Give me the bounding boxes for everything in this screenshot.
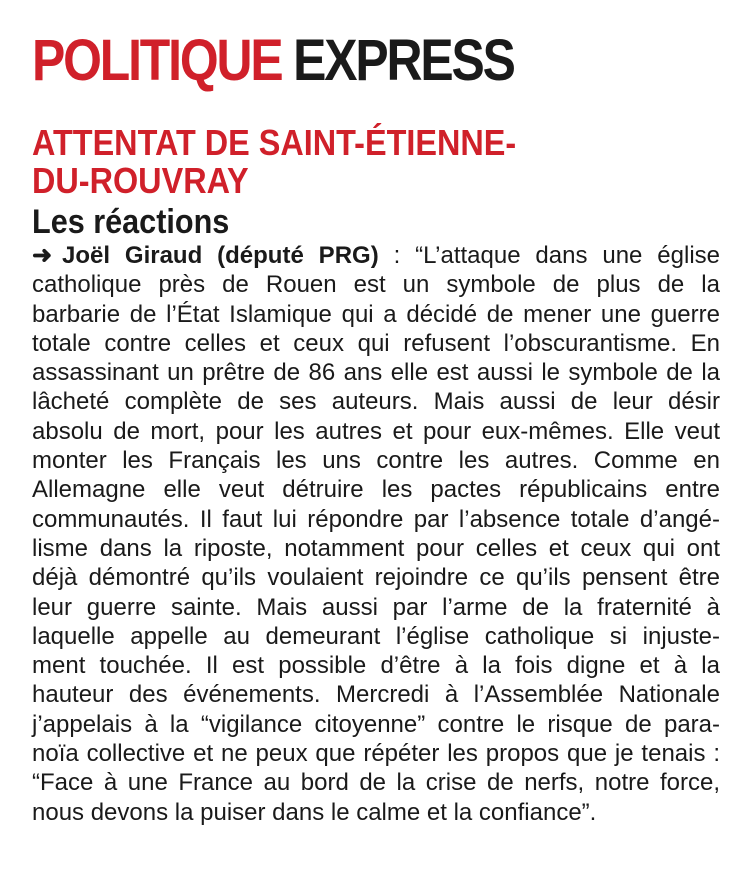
section-masthead [32, 26, 514, 96]
article-body [32, 241, 720, 827]
body-line: “Face à une France au bord de la crise de nerfs, notre force, [32, 769, 720, 797]
masthead-word-politique: POLITIQUE [32, 28, 282, 93]
body-line: totale contre celles et ceux qui refusent l’obscurantisme. En [32, 329, 720, 357]
body-line: hauteur des événements. Mercredi à l’Assemblée Nationale [32, 681, 720, 709]
body-line: laquelle appelle au demeurant l’église catholique si injuste- [32, 622, 720, 650]
body-line: Allemagne elle veut détruire les pactes républicains entre [32, 476, 720, 504]
body-line: noïa collective et ne peux que répéter les propos que je tenais : [32, 740, 720, 768]
article-kicker [32, 124, 608, 200]
arrow-right-icon: ➜ [32, 242, 53, 269]
body-line: assassinant un prêtre de 86 ans elle est aussi le symbole de la [32, 359, 720, 387]
masthead-word-express: EXPRESS [293, 28, 514, 93]
body-line: absolu de mort, pour les autres et pour eux-mêmes. Elle veut [32, 417, 720, 445]
speaker-separator: : [378, 242, 416, 269]
kicker-line-2: DU-ROUVRAY [32, 160, 249, 201]
body-line: lisme dans la riposte, notamment pour celles et ceux qui ont [32, 534, 720, 562]
body-line: barbarie de l’État Islamique qui a décidé de mener une guerre [32, 300, 720, 328]
body-line: déjà démontré qu’ils voulaient rejoindre ce qu’ils pensent être [32, 564, 720, 592]
body-line-1 [32, 241, 720, 270]
body-line: catholique près de Rouen est un symbole de plus de la [32, 271, 720, 299]
quote-text: “L’attaque dans une église [415, 242, 720, 269]
body-line: leur guerre sainte. Mais aussi par l’arme de la fraternité à [32, 593, 720, 621]
body-line: j’appelais à la “vigilance citoyenne” contre le risque de para- [32, 710, 720, 738]
speaker-name: Joël Giraud (député PRG) [62, 242, 379, 269]
body-line: ment touchée. Il est possible d’être à la fois digne et à la [32, 652, 720, 680]
body-line: lâcheté complète de ses auteurs. Mais aussi de leur désir [32, 388, 720, 416]
body-line: communautés. Il faut lui répondre par l’absence totale d’angé- [32, 505, 720, 533]
kicker-line-1: ATTENTAT DE SAINT-ÉTIENNE- [32, 122, 517, 163]
article-subhead: Les réactions [32, 203, 230, 241]
body-line-last: nous devons la puiser dans le calme et la confiance”. [32, 798, 597, 826]
body-line: monter les Français les uns contre les autres. Comme en [32, 447, 720, 475]
